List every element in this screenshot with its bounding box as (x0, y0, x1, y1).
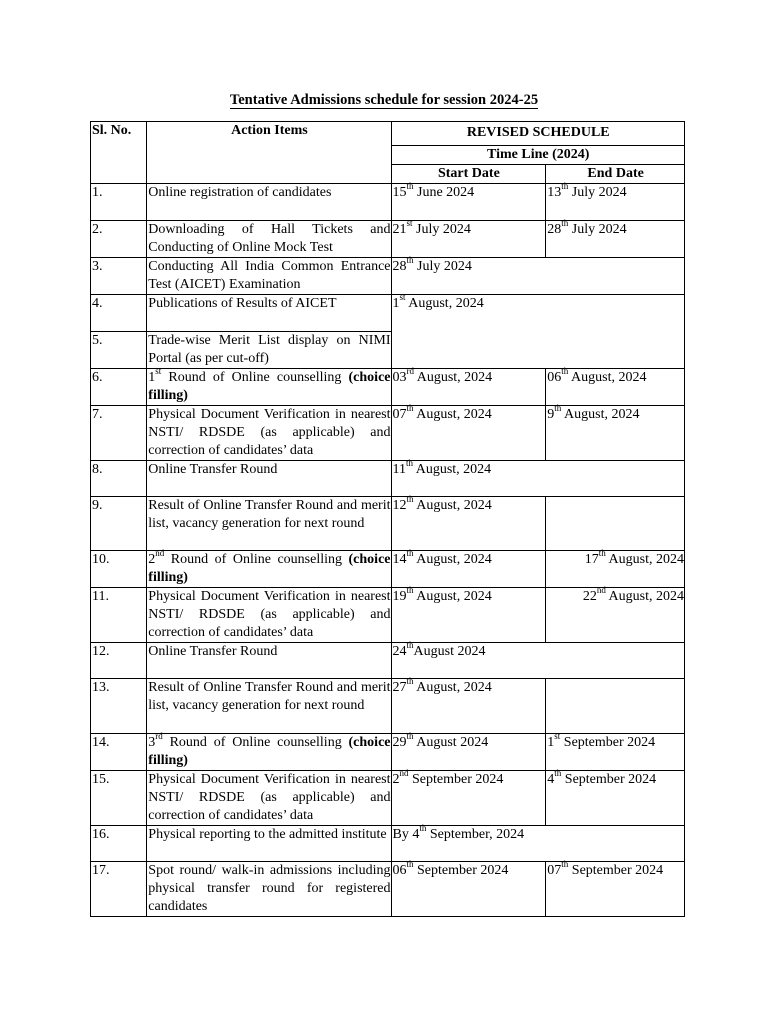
row-action-item: Downloading of Hall Tickets and Conducting of Online Mock Test (147, 221, 391, 258)
row-action-item: Physical Document Verification in nearest NSTI/ RDSDE (as applicable) and correction of candidates’ data (147, 406, 391, 461)
header-sl-no: Sl. No. (91, 122, 147, 184)
row-start-date: 06th September 2024 (391, 862, 546, 917)
row-serial: 7. (91, 406, 147, 461)
row-end-date: 9th August, 2024 (546, 406, 685, 461)
row-serial: 9. (91, 497, 147, 551)
table-row (91, 221, 685, 258)
row-serial: 3. (91, 258, 147, 295)
row-start-date: 28th July 2024 (391, 258, 685, 295)
row-action-item: Online Transfer Round (147, 643, 391, 679)
row-start-date: 15th June 2024 (391, 184, 546, 221)
row-action-item: Result of Online Transfer Round and merit list, vacancy generation for next round (147, 679, 391, 734)
table-row (91, 862, 685, 917)
row-start-date: 07th August, 2024 (391, 406, 546, 461)
header-timeline: Time Line (2024) (391, 146, 685, 165)
row-action-item: Physical Document Verification in nearest NSTI/ RDSDE (as applicable) and correction of candidates’ data (147, 771, 391, 826)
row-serial: 10. (91, 551, 147, 588)
row-start-date: By 4th September, 2024 (391, 826, 685, 862)
header-start-date: Start Date (391, 165, 546, 184)
row-serial: 11. (91, 588, 147, 643)
row-end-date (546, 679, 685, 734)
table-row (91, 461, 685, 497)
row-action-item: Online Transfer Round (147, 461, 391, 497)
row-start-date: 03rd August, 2024 (391, 369, 546, 406)
row-action-item: Conducting All India Common Entrance Test (AICET) Examination (147, 258, 391, 295)
row-action-item: 3rd Round of Online counselling (choice filling) (147, 734, 391, 771)
row-serial: 13. (91, 679, 147, 734)
row-action-item: Physical Document Verification in nearest NSTI/ RDSDE (as applicable) and correction of candidates’ data (147, 588, 391, 643)
row-end-date: 1st September 2024 (546, 734, 685, 771)
table-row (91, 734, 685, 771)
table-row (91, 258, 685, 295)
row-end-date: 07th September 2024 (546, 862, 685, 917)
table-row (91, 295, 685, 332)
row-serial: 12. (91, 643, 147, 679)
document-title: Tentative Admissions schedule for session 2024-25 (229, 92, 539, 108)
row-start-date: 11th August, 2024 (391, 461, 685, 497)
row-action-item: Trade-wise Merit List display on NIMI Portal (as per cut-off) (147, 332, 391, 369)
table-row (91, 551, 685, 588)
table-row (91, 771, 685, 826)
header-revised-schedule: REVISED SCHEDULE (391, 122, 685, 146)
row-serial: 8. (91, 461, 147, 497)
row-action-item: 2nd Round of Online counselling (choice filling) (147, 551, 391, 588)
header-action-items: Action Items (147, 122, 391, 184)
row-serial: 16. (91, 826, 147, 862)
row-serial: 15. (91, 771, 147, 826)
header-end-date: End Date (546, 165, 685, 184)
row-start-date: 27th August, 2024 (391, 679, 546, 734)
row-action-item: Physical reporting to the admitted institute (147, 826, 391, 862)
table-row (91, 406, 685, 461)
table-row (91, 643, 685, 679)
row-serial: 1. (91, 184, 147, 221)
row-start-date: 1st August, 2024 (391, 295, 685, 369)
row-start-date: 14th August, 2024 (391, 551, 546, 588)
table-row (91, 497, 685, 551)
row-end-date: 06th August, 2024 (546, 369, 685, 406)
row-end-date: 4th September 2024 (546, 771, 685, 826)
row-serial: 17. (91, 862, 147, 917)
row-end-date: 17th August, 2024 (546, 551, 685, 588)
row-start-date: 2nd September 2024 (391, 771, 546, 826)
row-start-date: 24thAugust 2024 (391, 643, 685, 679)
row-serial: 4. (91, 295, 147, 332)
row-serial: 5. (91, 332, 147, 369)
row-end-date: 22nd August, 2024 (546, 588, 685, 643)
table-row (91, 826, 685, 862)
row-start-date: 19th August, 2024 (391, 588, 546, 643)
table-row (91, 369, 685, 406)
row-action-item: 1st Round of Online counselling (choice filling) (147, 369, 391, 406)
row-action-item: Spot round/ walk-in admissions including physical transfer round for registered candidates (147, 862, 391, 917)
row-action-item: Online registration of candidates (147, 184, 391, 221)
row-end-date: 13th July 2024 (546, 184, 685, 221)
row-action-item: Publications of Results of AICET (147, 295, 391, 332)
row-serial: 14. (91, 734, 147, 771)
row-serial: 2. (91, 221, 147, 258)
table-row (91, 588, 685, 643)
row-action-item: Result of Online Transfer Round and merit list, vacancy generation for next round (147, 497, 391, 551)
admission-schedule-table (90, 121, 685, 917)
row-serial: 6. (91, 369, 147, 406)
row-start-date: 29th August 2024 (391, 734, 546, 771)
row-start-date: 21st July 2024 (391, 221, 546, 258)
row-end-date: 28th July 2024 (546, 221, 685, 258)
table-row (91, 184, 685, 221)
row-start-date: 12th August, 2024 (391, 497, 546, 551)
row-end-date (546, 497, 685, 551)
table-row (91, 679, 685, 734)
